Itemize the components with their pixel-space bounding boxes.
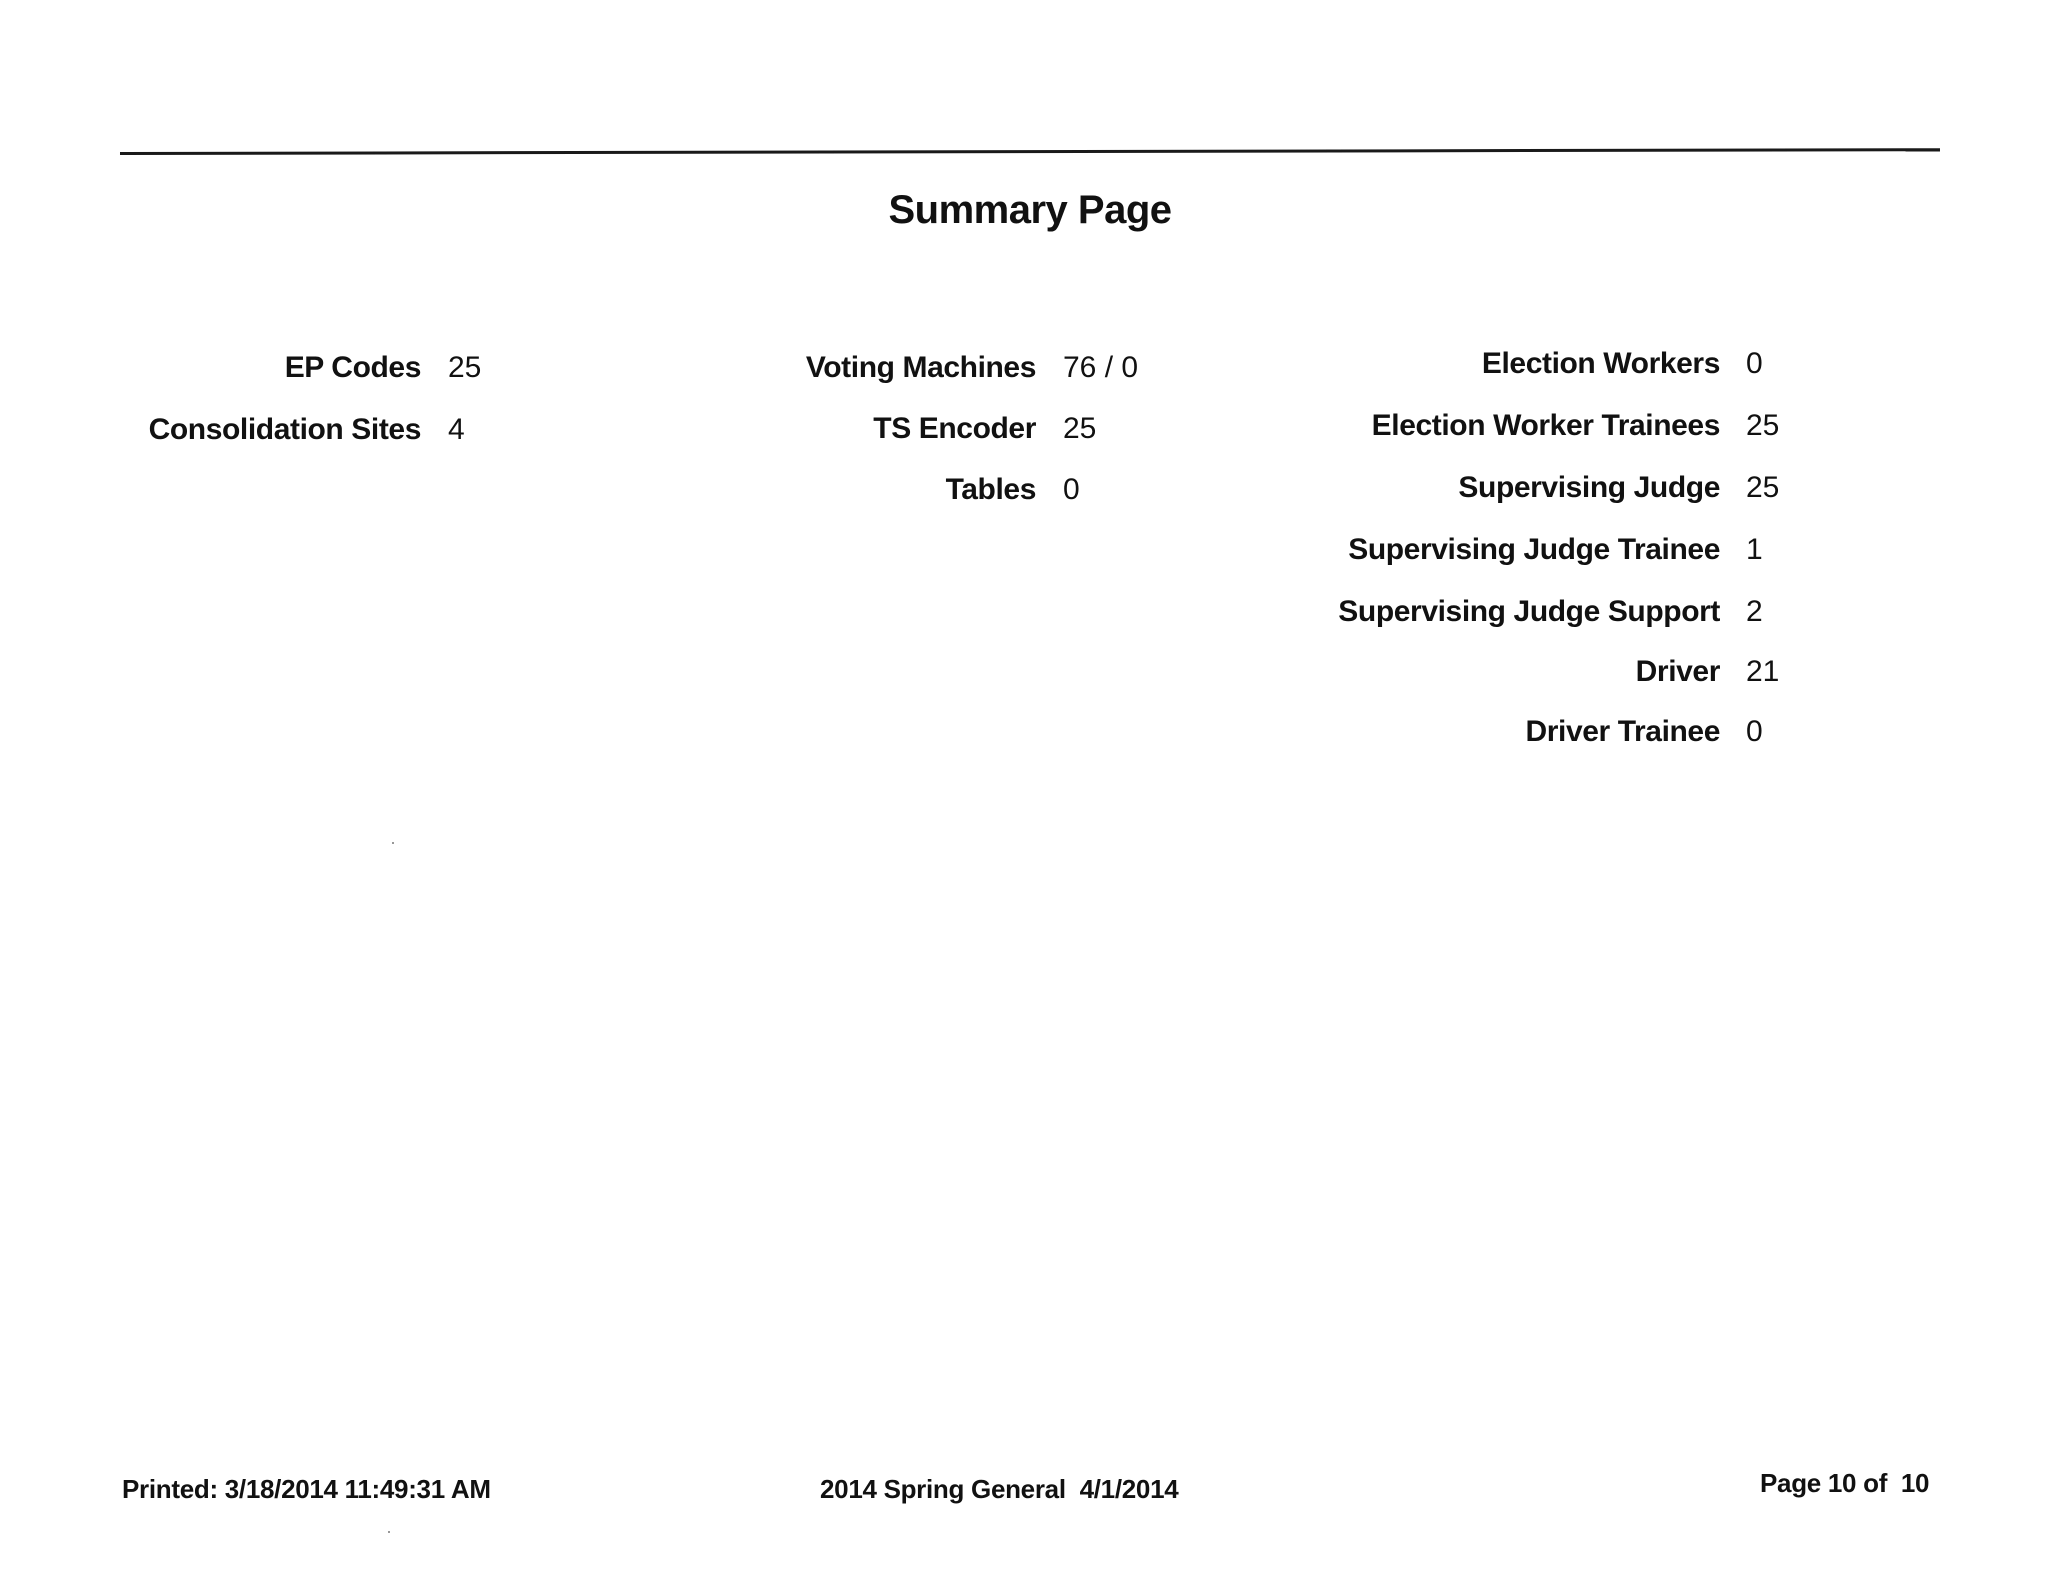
summary-label: Supervising Judge Trainee [1348,533,1720,566]
summary-label: TS Encoder [873,412,1036,445]
summary-value: 25 [1746,471,1780,504]
summary-label: Driver [1635,655,1720,688]
summary-value: 25 [448,351,482,384]
summary-value: 0 [1063,473,1080,506]
summary-label: Voting Machines [805,351,1036,384]
summary-label: Election Worker Trainees [1371,409,1720,442]
summary-label: Supervising Judge Support [1338,595,1720,628]
summary-row-driver [1200,652,1720,692]
scan-speck [392,842,394,844]
summary-row-supervising-judge [1200,468,1720,508]
scan-speck [388,1531,390,1533]
summary-row-election-worker-trainees [1200,406,1720,446]
summary-value: 1 [1746,533,1763,566]
summary-row-supervising-judge-support [1200,592,1720,632]
summary-label: EP Codes [284,351,421,384]
page-title: Summary Page [888,188,1172,232]
summary-row-ts-encoder [700,409,1036,449]
summary-value: 25 [1063,412,1097,445]
summary-label: Consolidation Sites [148,413,421,446]
summary-row-voting-machines [700,348,1036,388]
summary-label: Supervising Judge [1458,471,1720,504]
summary-value: 4 [448,413,465,446]
summary-value: 21 [1746,655,1780,688]
summary-value: 25 [1746,409,1780,442]
summary-value: 0 [1746,715,1763,748]
summary-value: 76 / 0 [1063,351,1139,384]
summary-row-driver-trainee [1200,712,1720,752]
summary-row-consolidation-sites [0,410,421,450]
header-rule [120,148,1940,155]
summary-row-tables [700,470,1036,510]
summary-label: Driver Trainee [1525,715,1720,748]
footer-printed: Printed: 3/18/2014 11:49:31 AM [122,1474,491,1504]
summary-row-election-workers [1200,344,1720,384]
summary-value: 0 [1746,347,1763,380]
summary-label: Election Workers [1481,347,1720,380]
footer-election: 2014 Spring General 4/1/2014 [820,1474,1179,1504]
summary-value: 2 [1746,595,1763,628]
footer-page-number: Page 10 of 10 [1760,1468,1930,1498]
summary-label: Tables [945,473,1036,506]
summary-row-ep-codes [0,348,421,388]
summary-row-supervising-judge-trainee [1200,530,1720,570]
